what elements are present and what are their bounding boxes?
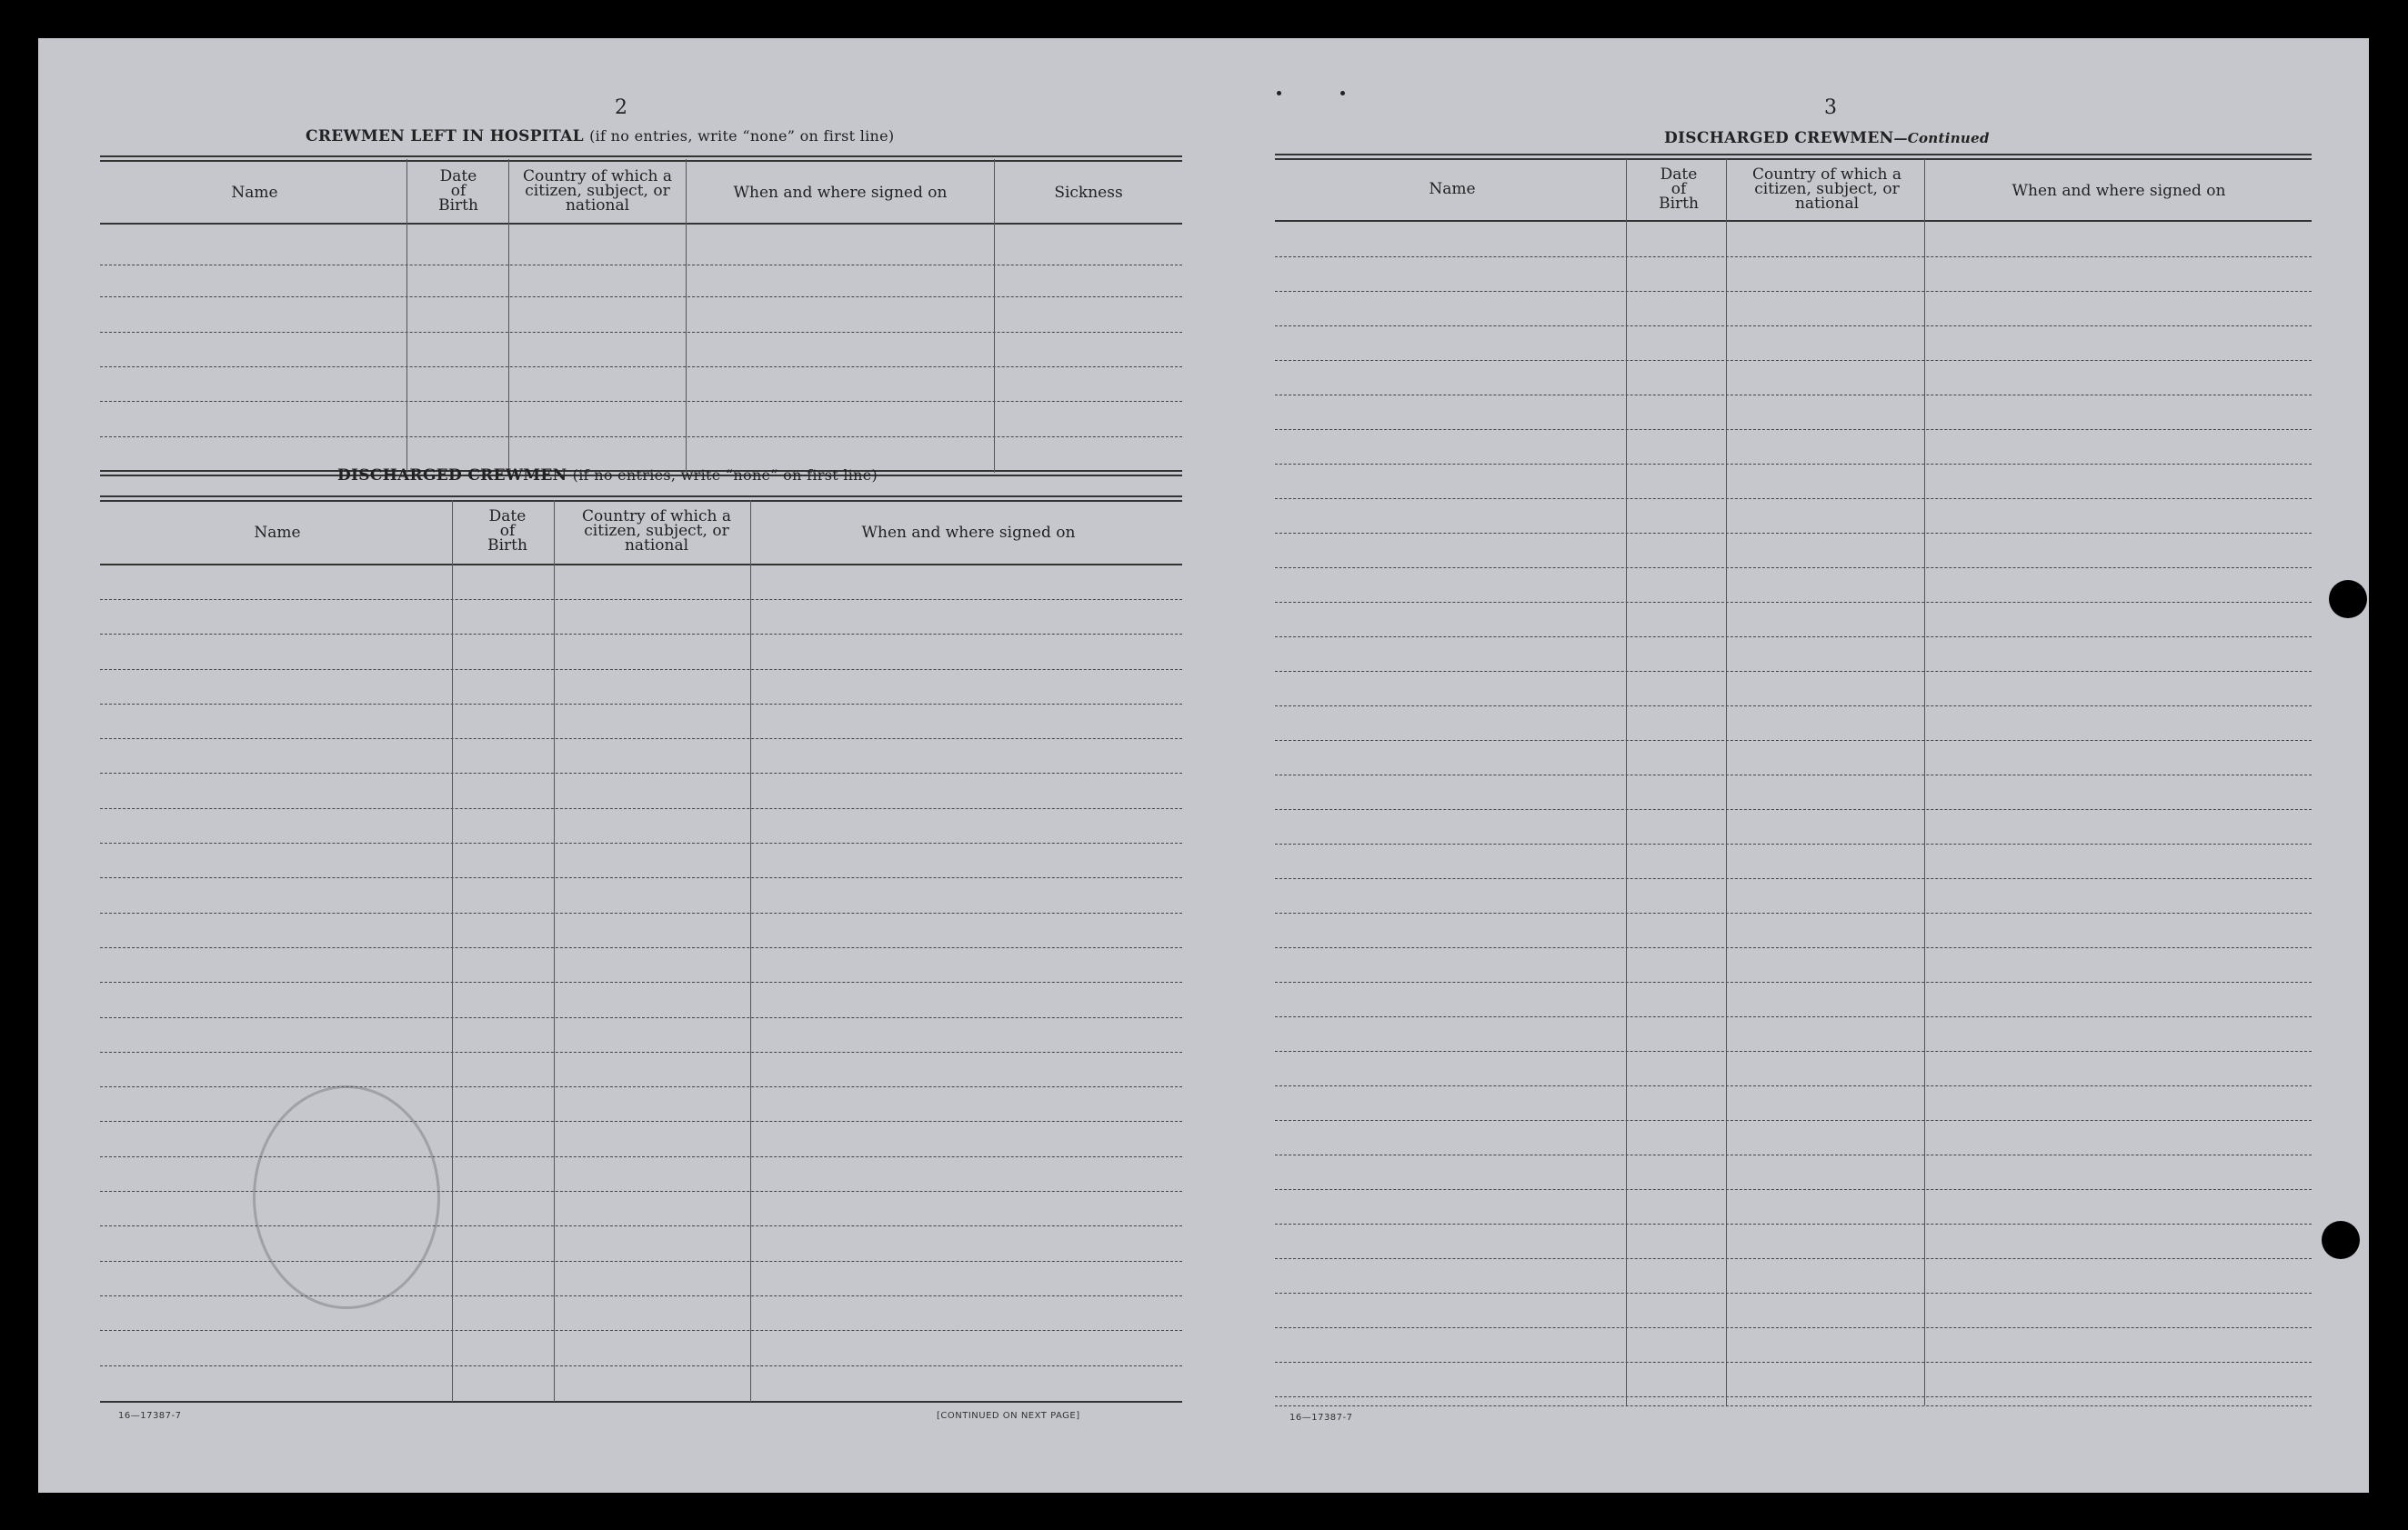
table-row-line <box>1275 256 2312 257</box>
table-row-line <box>100 913 1182 914</box>
table-row-line <box>100 738 1182 739</box>
discharged-col-divider <box>554 500 555 1402</box>
hospital-header-signed: When and where signed on <box>733 184 948 202</box>
table-row-line <box>1275 1016 2312 1017</box>
table-row-line <box>100 947 1182 948</box>
table-row-line <box>1275 1085 2312 1086</box>
right-header-rule <box>1275 220 2312 222</box>
hospital-col-divider <box>406 159 407 473</box>
hospital-col-divider <box>994 159 995 473</box>
table-row-line <box>100 773 1182 774</box>
table-row-line <box>1275 947 2312 948</box>
discharged-header-name: Name <box>254 524 301 542</box>
right-section-title <box>1664 129 1990 147</box>
table-row-line <box>1275 464 2312 465</box>
table-row-line <box>1275 429 2312 430</box>
discharged-section-title <box>337 466 878 485</box>
hospital-title-text: CREWMEN LEFT IN HOSPITAL <box>306 127 584 145</box>
right-header-country: Country of which a citizen, subject, or national <box>1752 165 1901 213</box>
punch-hole <box>2329 580 2367 618</box>
table-row-line <box>100 843 1182 844</box>
table-row-line <box>1275 809 2312 810</box>
hospital-top-rule <box>100 155 1182 162</box>
hospital-row-line <box>100 436 1182 437</box>
table-row-line <box>1275 602 2312 603</box>
hospital-title-note: (if no entries, write “none” on first line) <box>589 127 895 145</box>
table-row-line <box>1275 360 2312 361</box>
discharged-col-divider <box>750 500 751 1402</box>
table-row-line <box>1275 1120 2312 1121</box>
table-row-line <box>1275 498 2312 499</box>
table-row-line <box>1275 705 2312 706</box>
table-row-line <box>100 808 1182 809</box>
table-row-line <box>1275 982 2312 983</box>
table-row-line <box>1275 1293 2312 1294</box>
hospital-row-line <box>100 332 1182 333</box>
table-row-line <box>1275 567 2312 568</box>
table-row-line <box>1275 878 2312 879</box>
table-row-line <box>100 1017 1182 1018</box>
continued-note: [CONTINUED ON NEXT PAGE] <box>937 1411 1080 1421</box>
hospital-row-line <box>100 366 1182 367</box>
table-row-line <box>1275 671 2312 672</box>
table-row-line <box>1275 1258 2312 1259</box>
hospital-col-divider <box>508 159 509 473</box>
right-header-dob: Date of Birth <box>1659 165 1699 213</box>
table-row-line <box>1275 325 2312 326</box>
form-number: 16—17387-7 <box>1289 1413 1353 1423</box>
table-row-line <box>100 1295 1182 1296</box>
table-row-line <box>100 1261 1182 1262</box>
table-row-line <box>1275 844 2312 845</box>
hospital-header-rule <box>100 223 1182 225</box>
right-page <box>1211 38 2369 1493</box>
table-row-line <box>1275 1224 2312 1225</box>
page-number: 2 <box>615 96 627 119</box>
table-row-line <box>1275 1327 2312 1328</box>
punch-hole <box>2322 1221 2360 1259</box>
table-row-line <box>1275 740 2312 741</box>
hospital-row-line <box>100 296 1182 297</box>
table-row-line <box>1275 1051 2312 1052</box>
table-row-line <box>1275 913 2312 914</box>
faded-stamp <box>253 1085 440 1309</box>
right-bottom-rule <box>1275 1405 2312 1406</box>
left-page <box>38 38 1211 1493</box>
right-title-suffix: —Continued <box>1893 130 1990 146</box>
discharged-header-rule <box>100 564 1182 565</box>
table-row-line <box>1275 291 2312 292</box>
table-row-line <box>100 1052 1182 1053</box>
discharged-header-country: Country of which a citizen, subject, or national <box>582 507 731 555</box>
hospital-row-line <box>100 401 1182 402</box>
table-row-line <box>100 599 1182 600</box>
right-title-text: DISCHARGED CREWMEN <box>1664 129 1894 147</box>
discharged-top-rule <box>100 495 1182 502</box>
table-row-line <box>100 669 1182 670</box>
right-header-name: Name <box>1429 180 1476 198</box>
discharged-title-note: (if no entries, write “none” on first line) <box>572 466 878 484</box>
hospital-header-country: Country of which a citizen, subject, or national <box>523 167 672 215</box>
discharged-title-text: DISCHARGED CREWMEN <box>337 466 567 485</box>
table-row-line <box>100 634 1182 635</box>
table-row-line <box>100 704 1182 705</box>
discharged-header-dob: Date of Birth <box>487 507 527 555</box>
table-row-line <box>100 877 1182 878</box>
table-row-line <box>1275 1396 2312 1397</box>
hospital-header-dob: Date of Birth <box>438 167 478 215</box>
hospital-header-name: Name <box>231 184 278 202</box>
page-number: 3 <box>1824 96 1837 119</box>
right-top-rule <box>1275 154 2312 160</box>
table-row-line <box>100 1365 1182 1366</box>
table-row-line <box>100 1121 1182 1122</box>
right-col-divider <box>1726 159 1727 1405</box>
table-row-line <box>100 982 1182 983</box>
form-number: 16—17387-7 <box>118 1411 182 1421</box>
right-col-divider <box>1626 159 1627 1405</box>
table-row-line <box>1275 636 2312 637</box>
discharged-bottom-rule <box>100 1401 1182 1403</box>
speck <box>1277 91 1281 95</box>
discharged-col-divider <box>452 500 453 1402</box>
table-row-line <box>100 1330 1182 1331</box>
hospital-col-divider <box>686 159 687 473</box>
right-col-divider <box>1924 159 1925 1405</box>
speck <box>1340 91 1345 95</box>
hospital-header-sickness: Sickness <box>1054 184 1123 202</box>
table-row-line <box>1275 533 2312 534</box>
form-sheet <box>38 38 2369 1493</box>
hospital-section-title <box>306 127 894 145</box>
table-row-line <box>100 1086 1182 1087</box>
right-header-signed: When and where signed on <box>2012 182 2226 200</box>
table-row-line <box>1275 1189 2312 1190</box>
discharged-header-signed: When and where signed on <box>861 524 1076 542</box>
table-row-line <box>1275 1362 2312 1363</box>
